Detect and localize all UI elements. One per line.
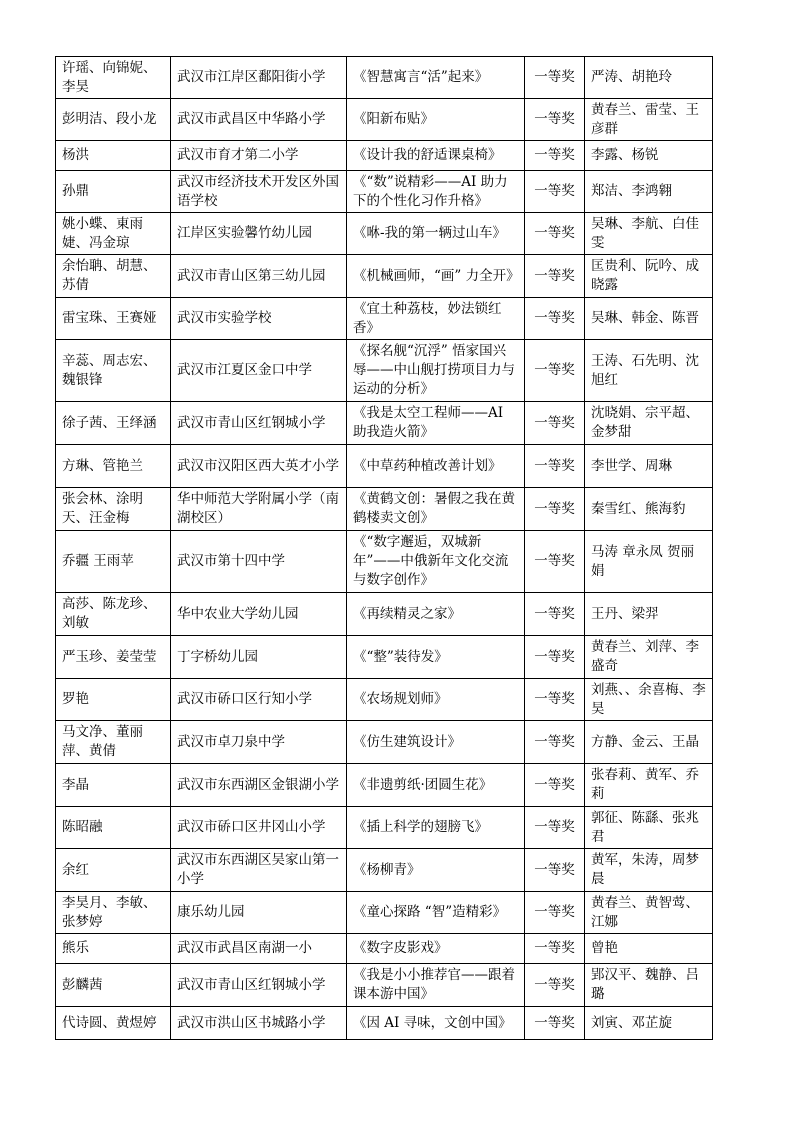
award-level-cell: 一等奖 (525, 964, 585, 1007)
author-cell: 严玉珍、姜莹莹 (56, 636, 171, 679)
author-cell: 余红 (56, 849, 171, 892)
award-level-cell: 一等奖 (525, 679, 585, 721)
award-level-cell: 一等奖 (525, 402, 585, 445)
author-cell: 熊乐 (56, 934, 171, 964)
table-row (56, 141, 713, 171)
table-row (56, 340, 713, 402)
award-level-cell: 一等奖 (525, 171, 585, 213)
table-row (56, 964, 713, 1007)
table-row (56, 679, 713, 721)
awards-table-body (56, 57, 713, 1040)
school-cell: 武汉市江岸区鄱阳街小学 (171, 57, 347, 99)
table-row (56, 488, 713, 531)
award-level-cell: 一等奖 (525, 141, 585, 171)
school-cell: 武汉市硚口区行知小学 (171, 679, 347, 721)
work-title-cell: 《阳新布贴》 (347, 99, 525, 141)
school-cell: 丁字桥幼儿园 (171, 636, 347, 679)
award-level-cell: 一等奖 (525, 57, 585, 99)
work-title-cell: 《中草药种植改善计划》 (347, 445, 525, 488)
teacher-cell: 曾艳 (585, 934, 713, 964)
teacher-cell: 匡贵利、阮吟、成晓露 (585, 255, 713, 298)
work-title-cell: 《“数”说精彩——AI 助力下的个性化习作升格》 (347, 171, 525, 213)
teacher-cell: 郢汉平、魏静、吕璐 (585, 964, 713, 1007)
work-title-cell: 《咻-我的第一辆过山车》 (347, 213, 525, 255)
work-title-cell: 《我是小小推荐官——跟着课本游中国》 (347, 964, 525, 1007)
author-cell: 余怡聃、胡慧、苏倩 (56, 255, 171, 298)
author-cell: 彭麟茜 (56, 964, 171, 1007)
award-level-cell: 一等奖 (525, 593, 585, 636)
work-title-cell: 《探名舰“沉浮” 悟家国兴辱——中山舰打捞项目力与运动的分析》 (347, 340, 525, 402)
school-cell: 武汉市洪山区书城路小学 (171, 1007, 347, 1040)
table-row (56, 1007, 713, 1040)
school-cell: 华中农业大学幼儿园 (171, 593, 347, 636)
teacher-cell: 黄春兰、刘萍、李盛奇 (585, 636, 713, 679)
table-row (56, 531, 713, 593)
award-level-cell: 一等奖 (525, 636, 585, 679)
school-cell: 武汉市硚口区井冈山小学 (171, 807, 347, 849)
table-row (56, 57, 713, 99)
work-title-cell: 《我是太空工程师——AI 助我造火箭》 (347, 402, 525, 445)
work-title-cell: 《宜土种荔枝，妙法锁红香》 (347, 298, 525, 340)
teacher-cell: 黄春兰、雷莹、王彦群 (585, 99, 713, 141)
work-title-cell: 《“整”装待发》 (347, 636, 525, 679)
school-cell: 武汉市青山区第三幼儿园 (171, 255, 347, 298)
table-row (56, 934, 713, 964)
work-title-cell: 《智慧寓言“活”起来》 (347, 57, 525, 99)
work-title-cell: 《非遗剪纸·团圆生花》 (347, 764, 525, 807)
author-cell: 雷宝珠、王赛娅 (56, 298, 171, 340)
author-cell: 高莎、陈龙珍、刘敏 (56, 593, 171, 636)
author-cell: 方琳、管艳兰 (56, 445, 171, 488)
teacher-cell: 秦雪红、熊海豹 (585, 488, 713, 531)
table-row (56, 849, 713, 892)
author-cell: 许瑶、向锦妮、李昊 (56, 57, 171, 99)
teacher-cell: 马涛 章永凤 贺丽娟 (585, 531, 713, 593)
work-title-cell: 《“数字邂逅，双城新年”——中俄新年文化交流与数字创作》 (347, 531, 525, 593)
teacher-cell: 黄军，朱涛，周梦晨 (585, 849, 713, 892)
work-title-cell: 《插上科学的翅膀飞》 (347, 807, 525, 849)
work-title-cell: 《设计我的舒适课桌椅》 (347, 141, 525, 171)
table-row (56, 593, 713, 636)
school-cell: 武汉市青山区红钢城小学 (171, 964, 347, 1007)
author-cell: 陈昭融 (56, 807, 171, 849)
teacher-cell: 郭征、陈繇、张兆君 (585, 807, 713, 849)
award-level-cell: 一等奖 (525, 1007, 585, 1040)
award-level-cell: 一等奖 (525, 764, 585, 807)
table-row (56, 892, 713, 934)
teacher-cell: 方静、金云、王晶 (585, 721, 713, 764)
work-title-cell: 《农场规划师》 (347, 679, 525, 721)
teacher-cell: 刘寅、邓芷旋 (585, 1007, 713, 1040)
school-cell: 武汉市经济技术开发区外国语学校 (171, 171, 347, 213)
teacher-cell: 王涛、石先明、沈旭红 (585, 340, 713, 402)
author-cell: 姚小蝶、東雨婕、冯金琼 (56, 213, 171, 255)
school-cell: 武汉市育才第二小学 (171, 141, 347, 171)
teacher-cell: 张春莉、黄军、乔莉 (585, 764, 713, 807)
teacher-cell: 沈晓娟、宗平超、金梦甜 (585, 402, 713, 445)
table-row (56, 213, 713, 255)
author-cell: 马文净、董丽萍、黄倩 (56, 721, 171, 764)
award-level-cell: 一等奖 (525, 340, 585, 402)
school-cell: 武汉市东西湖区金银湖小学 (171, 764, 347, 807)
table-row (56, 171, 713, 213)
author-cell: 杨洪 (56, 141, 171, 171)
school-cell: 武汉市武昌区南湖一小 (171, 934, 347, 964)
author-cell: 李昊月、李敏、张梦婷 (56, 892, 171, 934)
award-level-cell: 一等奖 (525, 531, 585, 593)
award-level-cell: 一等奖 (525, 934, 585, 964)
school-cell: 江岸区实验馨竹幼儿园 (171, 213, 347, 255)
author-cell: 乔疆 王雨苹 (56, 531, 171, 593)
teacher-cell: 刘燕、、余喜梅、李昊 (585, 679, 713, 721)
school-cell: 武汉市江夏区金口中学 (171, 340, 347, 402)
school-cell: 武汉市东西湖区吴家山第一小学 (171, 849, 347, 892)
award-level-cell: 一等奖 (525, 892, 585, 934)
teacher-cell: 吴琳、韩金、陈晋 (585, 298, 713, 340)
award-level-cell: 一等奖 (525, 721, 585, 764)
teacher-cell: 李露、杨锐 (585, 141, 713, 171)
award-level-cell: 一等奖 (525, 488, 585, 531)
table-row (56, 721, 713, 764)
table-row (56, 764, 713, 807)
school-cell: 武汉市实验学校 (171, 298, 347, 340)
work-title-cell: 《因 AI 寻味，文创中国》 (347, 1007, 525, 1040)
work-title-cell: 《黄鹤文创：暑假之我在黄鹤楼卖文创》 (347, 488, 525, 531)
table-row (56, 807, 713, 849)
author-cell: 李晶 (56, 764, 171, 807)
table-row (56, 636, 713, 679)
award-level-cell: 一等奖 (525, 298, 585, 340)
author-cell: 张会林、涂明天、汪金梅 (56, 488, 171, 531)
award-level-cell: 一等奖 (525, 849, 585, 892)
table-row (56, 255, 713, 298)
work-title-cell: 《童心探路 “智”造精彩》 (347, 892, 525, 934)
school-cell: 康乐幼儿园 (171, 892, 347, 934)
teacher-cell: 黄春兰、黄智莺、江娜 (585, 892, 713, 934)
table-row (56, 99, 713, 141)
author-cell: 辛蕊、周志宏、魏银锋 (56, 340, 171, 402)
author-cell: 孙鼎 (56, 171, 171, 213)
work-title-cell: 《机械画师，“画” 力全开》 (347, 255, 525, 298)
award-level-cell: 一等奖 (525, 213, 585, 255)
school-cell: 武汉市武昌区中华路小学 (171, 99, 347, 141)
teacher-cell: 郑洁、李鸿翱 (585, 171, 713, 213)
school-cell: 武汉市青山区红钢城小学 (171, 402, 347, 445)
work-title-cell: 《杨柳青》 (347, 849, 525, 892)
school-cell: 武汉市汉阳区西大英才小学 (171, 445, 347, 488)
award-level-cell: 一等奖 (525, 255, 585, 298)
author-cell: 罗艳 (56, 679, 171, 721)
awards-table (55, 56, 713, 1040)
author-cell: 徐子茜、王绎涵 (56, 402, 171, 445)
work-title-cell: 《仿生建筑设计》 (347, 721, 525, 764)
author-cell: 彭明洁、段小龙 (56, 99, 171, 141)
table-row (56, 298, 713, 340)
school-cell: 武汉市卓刀泉中学 (171, 721, 347, 764)
work-title-cell: 《数字皮影戏》 (347, 934, 525, 964)
school-cell: 华中师范大学附属小学（南湖校区） (171, 488, 347, 531)
teacher-cell: 李世学、周琳 (585, 445, 713, 488)
table-row (56, 445, 713, 488)
award-level-cell: 一等奖 (525, 807, 585, 849)
work-title-cell: 《再续精灵之家》 (347, 593, 525, 636)
award-level-cell: 一等奖 (525, 99, 585, 141)
award-level-cell: 一等奖 (525, 445, 585, 488)
teacher-cell: 严涛、胡艳玲 (585, 57, 713, 99)
table-row (56, 402, 713, 445)
author-cell: 代诗圆、黄煜婷 (56, 1007, 171, 1040)
teacher-cell: 吴琳、李航、白佳雯 (585, 213, 713, 255)
school-cell: 武汉市第十四中学 (171, 531, 347, 593)
teacher-cell: 王丹、梁羿 (585, 593, 713, 636)
